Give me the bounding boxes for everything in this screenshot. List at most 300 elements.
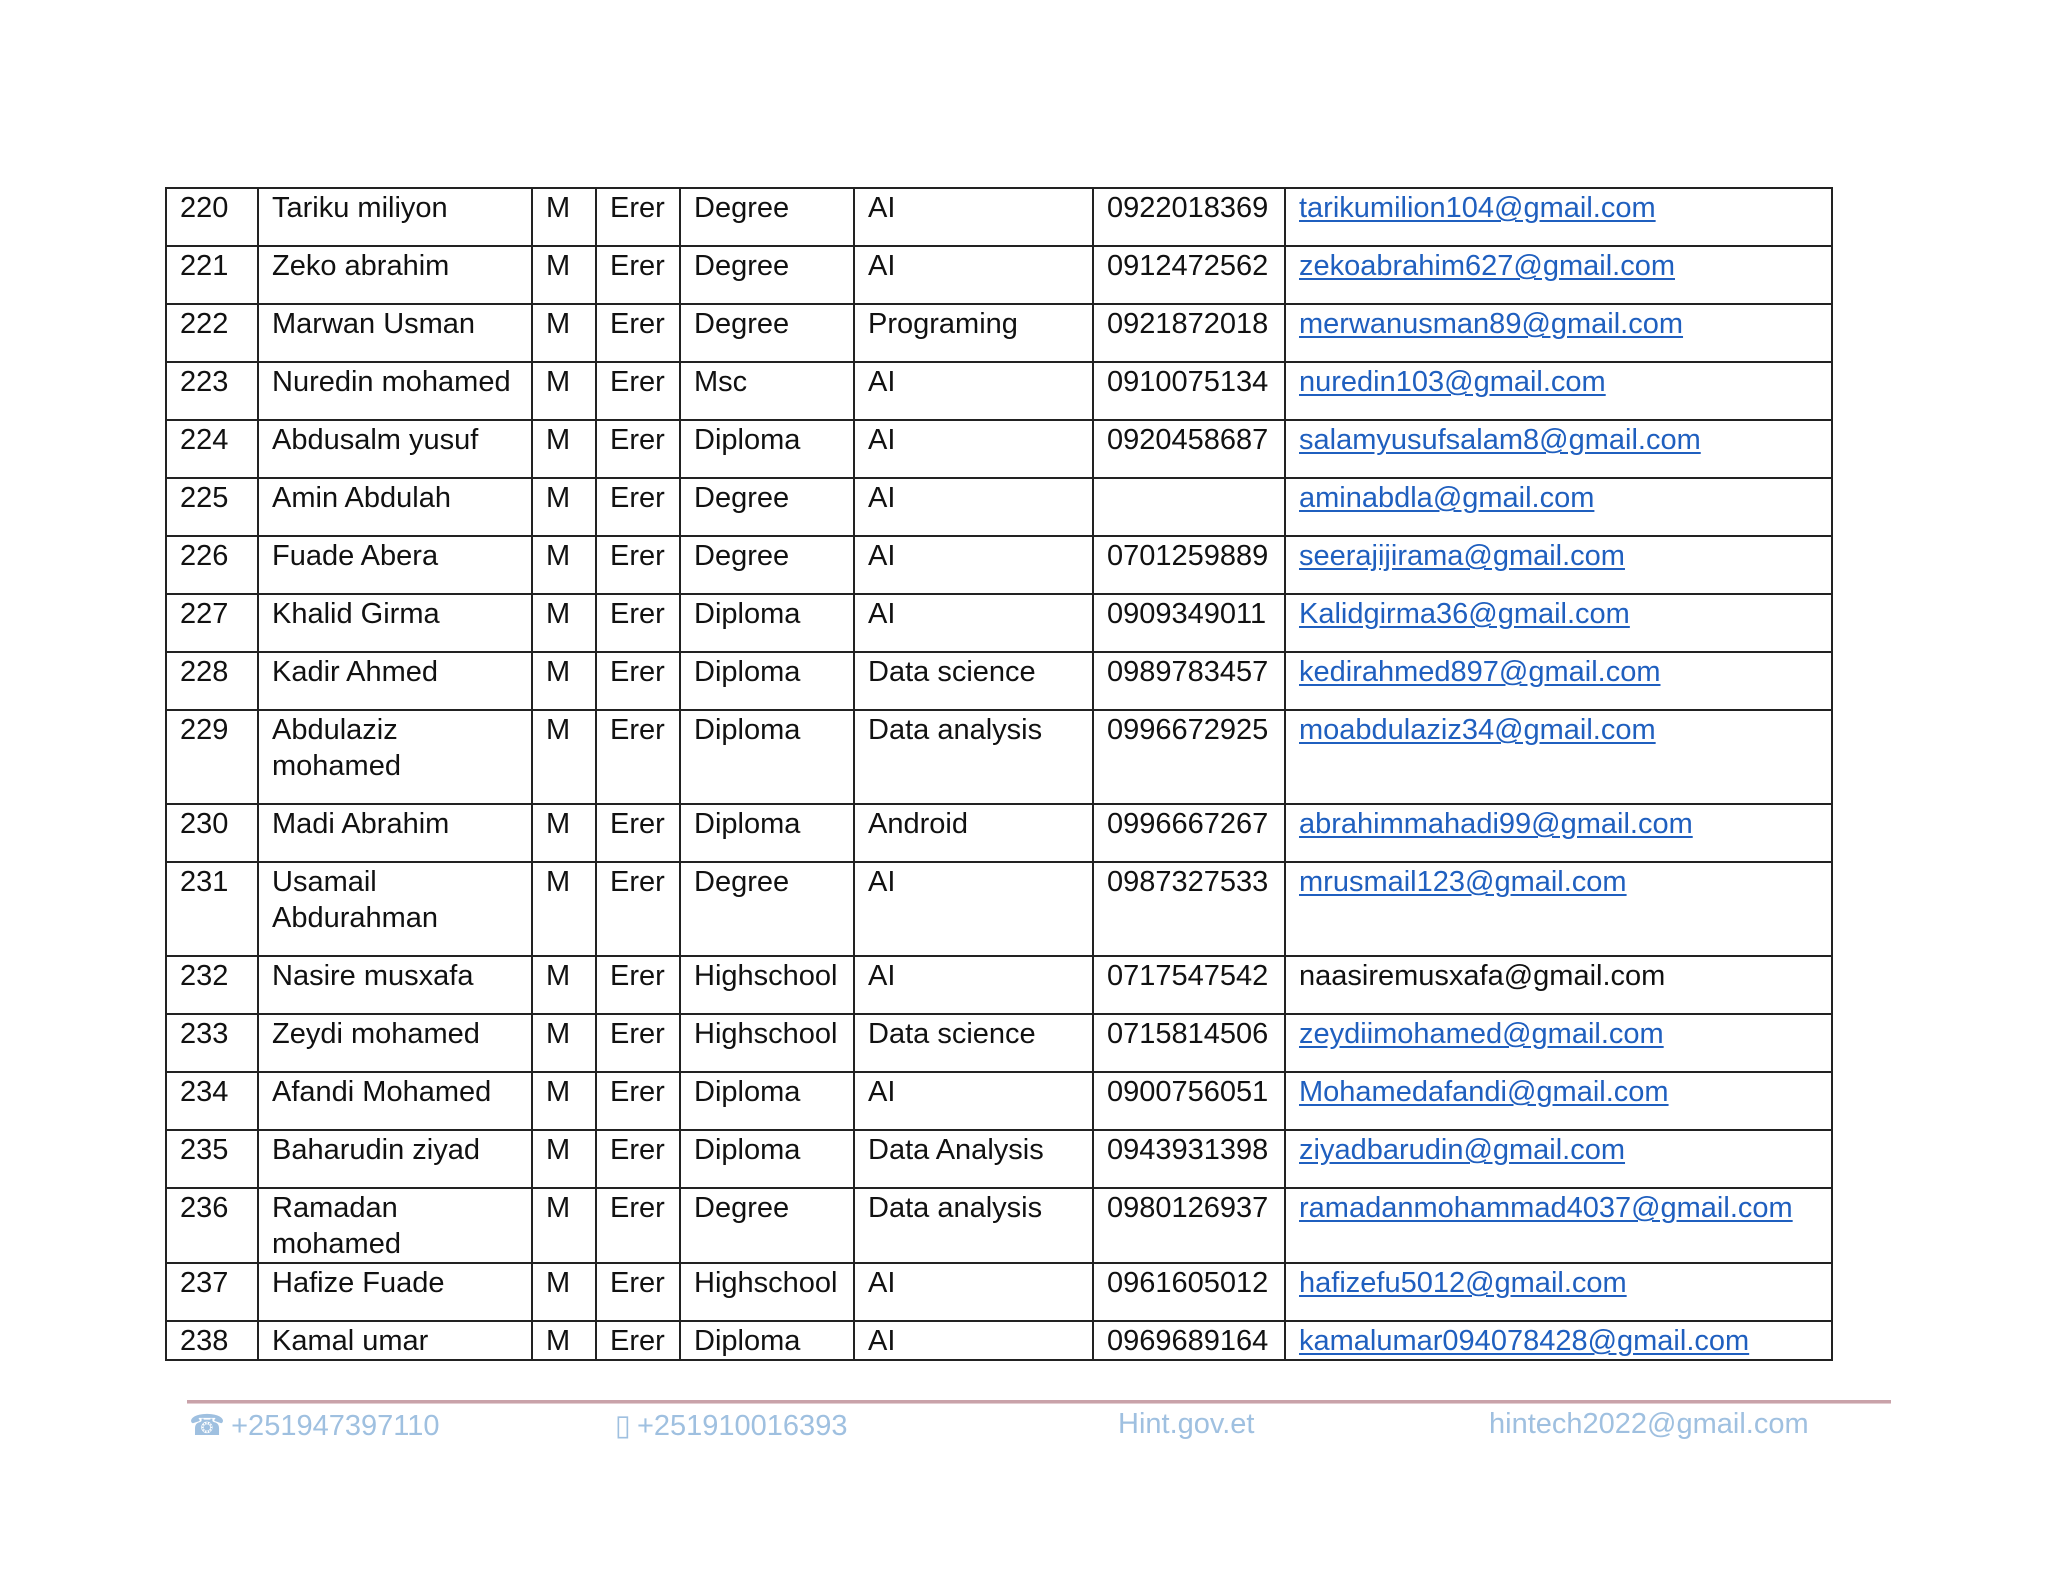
location-cell: [596, 862, 680, 956]
field-cell: [854, 594, 1093, 652]
email-link[interactable]: moabdulaziz34@gmail.com: [1299, 714, 1656, 746]
location-cell: [596, 956, 680, 1014]
location-cell: [596, 362, 680, 420]
field-cell-text: Data science: [868, 656, 1036, 688]
row-number-text: 227: [180, 598, 229, 630]
phone-cell-text: 0987327533: [1107, 866, 1269, 898]
field-cell-text: Android: [868, 808, 968, 840]
trainee-name: [258, 1072, 532, 1130]
table-row: [166, 1321, 1832, 1360]
mobile-phone-icon: ▯: [615, 1410, 631, 1442]
education-cell-text: Msc: [694, 366, 748, 398]
row-number-text: 220: [180, 192, 229, 224]
sex-cell-text: M: [546, 1192, 571, 1224]
sex-cell: [532, 1014, 596, 1072]
sex-cell-text: M: [546, 540, 571, 572]
field-cell-text: AI: [868, 250, 896, 282]
education-cell-text: Degree: [694, 250, 790, 282]
sex-cell: [532, 1321, 596, 1360]
location-cell-text: Erer: [610, 366, 665, 398]
field-cell-text: AI: [868, 482, 896, 514]
phone-cell: [1093, 1130, 1285, 1188]
location-cell-text: Erer: [610, 1192, 665, 1224]
location-cell-text: Erer: [610, 482, 665, 514]
phone-cell: [1093, 246, 1285, 304]
location-cell: [596, 1130, 680, 1188]
sex-cell-text: M: [546, 1325, 571, 1357]
phone-cell-text: 0921872018: [1107, 308, 1269, 340]
phone-cell-text: 0900756051: [1107, 1076, 1269, 1108]
row-number: [166, 188, 258, 246]
footer-email-text: hintech2022@gmail.com: [1489, 1408, 1809, 1440]
footer-email: [1489, 1408, 1809, 1441]
footer-phone-1: [189, 1408, 439, 1443]
email-cell: [1285, 246, 1832, 304]
location-cell-text: Erer: [610, 598, 665, 630]
trainee-name-text: Khalid Girma: [272, 598, 440, 630]
education-cell: [680, 956, 854, 1014]
row-number-text: 223: [180, 366, 229, 398]
phone-cell: [1093, 710, 1285, 804]
field-cell-text: AI: [868, 866, 896, 898]
location-cell: [596, 304, 680, 362]
phone-cell: [1093, 804, 1285, 862]
table-body: [166, 188, 1832, 1360]
field-cell-text: AI: [868, 1325, 896, 1357]
email-link[interactable]: merwanusman89@gmail.com: [1299, 308, 1684, 340]
email-cell: [1285, 536, 1832, 594]
education-cell: [680, 594, 854, 652]
phone-cell: [1093, 362, 1285, 420]
row-number-text: 222: [180, 308, 229, 340]
trainee-name-text: Abdusalm yusuf: [272, 424, 479, 456]
sex-cell-text: M: [546, 960, 571, 992]
education-cell-text: Diploma: [694, 714, 801, 746]
education-cell-text: Degree: [694, 192, 790, 224]
field-cell: [854, 246, 1093, 304]
row-number: [166, 1263, 258, 1321]
row-number: [166, 536, 258, 594]
email-link[interactable]: nuredin103@gmail.com: [1299, 366, 1606, 398]
education-cell-text: Degree: [694, 1192, 790, 1224]
trainee-name: [258, 1321, 532, 1360]
location-cell: [596, 536, 680, 594]
email-link[interactable]: salamyusufsalam8@gmail.com: [1299, 424, 1701, 456]
row-number-text: 224: [180, 424, 229, 456]
email-cell: [1285, 1188, 1832, 1263]
trainee-name-text: Hafize Fuade: [272, 1267, 445, 1299]
field-cell: [854, 1321, 1093, 1360]
email-cell: [1285, 478, 1832, 536]
phone-cell: [1093, 1321, 1285, 1360]
table-row: [166, 1188, 1832, 1263]
phone-cell-text: 0701259889: [1107, 540, 1269, 572]
location-cell: [596, 1263, 680, 1321]
sex-cell-text: M: [546, 308, 571, 340]
education-cell: [680, 246, 854, 304]
footer-phone-1-text: +251947397110: [231, 1410, 440, 1442]
education-cell: [680, 1263, 854, 1321]
education-cell-text: Highschool: [694, 1018, 838, 1050]
sex-cell: [532, 1072, 596, 1130]
trainee-name-text: Amin Abdulah: [272, 482, 451, 514]
email-cell: [1285, 362, 1832, 420]
sex-cell: [532, 956, 596, 1014]
sex-cell-text: M: [546, 192, 571, 224]
education-cell: [680, 362, 854, 420]
row-number-text: 231: [180, 866, 229, 898]
location-cell-text: Erer: [610, 808, 665, 840]
table-row: [166, 246, 1832, 304]
phone-cell-text: 0715814506: [1107, 1018, 1269, 1050]
email-link[interactable]: ziyadbarudin@gmail.com: [1299, 1134, 1626, 1166]
row-number-text: 230: [180, 808, 229, 840]
phone-cell: [1093, 862, 1285, 956]
field-cell: [854, 304, 1093, 362]
telephone-icon: ☎: [189, 1410, 226, 1442]
email-link[interactable]: seerajijirama@gmail.com: [1299, 540, 1625, 572]
trainee-name-text: Kadir Ahmed: [272, 656, 439, 688]
email-link[interactable]: aminabdla@gmail.com: [1299, 482, 1595, 514]
sex-cell: [532, 478, 596, 536]
location-cell-text: Erer: [610, 424, 665, 456]
row-number: [166, 862, 258, 956]
row-number: [166, 710, 258, 804]
trainee-name-text: Marwan Usman: [272, 308, 476, 340]
sex-cell: [532, 304, 596, 362]
row-number: [166, 246, 258, 304]
field-cell: [854, 1072, 1093, 1130]
sex-cell: [532, 804, 596, 862]
email-cell: [1285, 862, 1832, 956]
trainee-name: [258, 420, 532, 478]
phone-cell-text: 0980126937: [1107, 1192, 1269, 1224]
email-link[interactable]: ramadanmohammad4037@gmail.com: [1299, 1192, 1793, 1224]
row-number-text: 232: [180, 960, 229, 992]
sex-cell: [532, 710, 596, 804]
sex-cell-text: M: [546, 366, 571, 398]
footer-divider: [187, 1400, 1891, 1404]
row-number: [166, 362, 258, 420]
field-cell-text: Data Analysis: [868, 1134, 1044, 1166]
sex-cell: [532, 594, 596, 652]
email-text: naasiremusxafa@gmail.com: [1299, 960, 1666, 992]
trainee-name: [258, 594, 532, 652]
row-number: [166, 420, 258, 478]
phone-cell-text: 0910075134: [1107, 366, 1269, 398]
email-link[interactable]: tarikumilion104@gmail.com: [1299, 192, 1656, 224]
phone-cell-text: 0996667267: [1107, 808, 1269, 840]
table-row: [166, 956, 1832, 1014]
email-cell: [1285, 956, 1832, 1014]
row-number-text: 233: [180, 1018, 229, 1050]
table-row: [166, 1072, 1832, 1130]
education-cell: [680, 1014, 854, 1072]
phone-cell: [1093, 188, 1285, 246]
phone-cell: [1093, 652, 1285, 710]
row-number: [166, 1014, 258, 1072]
row-number-text: 238: [180, 1325, 229, 1357]
field-cell-text: Data analysis: [868, 714, 1043, 746]
sex-cell: [532, 246, 596, 304]
education-cell: [680, 652, 854, 710]
location-cell-text: Erer: [610, 1076, 665, 1108]
education-cell: [680, 804, 854, 862]
sex-cell: [532, 420, 596, 478]
table-row: [166, 594, 1832, 652]
education-cell-text: Degree: [694, 866, 790, 898]
page-footer: [0, 1408, 2048, 1448]
education-cell: [680, 536, 854, 594]
sex-cell-text: M: [546, 250, 571, 282]
location-cell: [596, 1072, 680, 1130]
email-link[interactable]: mrusmail123@gmail.com: [1299, 866, 1627, 898]
row-number-text: 226: [180, 540, 229, 572]
field-cell-text: AI: [868, 598, 896, 630]
education-cell-text: Diploma: [694, 808, 801, 840]
table-row: [166, 536, 1832, 594]
field-cell-text: AI: [868, 424, 896, 456]
sex-cell-text: M: [546, 866, 571, 898]
location-cell: [596, 420, 680, 478]
location-cell-text: Erer: [610, 192, 665, 224]
phone-cell: [1093, 1014, 1285, 1072]
footer-website: [1118, 1408, 1254, 1441]
email-cell: [1285, 1321, 1832, 1360]
phone-cell-text: 0943931398: [1107, 1134, 1269, 1166]
education-cell-text: Highschool: [694, 1267, 838, 1299]
phone-cell: [1093, 536, 1285, 594]
trainee-name-text: Afandi Mohamed: [272, 1076, 492, 1108]
education-cell: [680, 1321, 854, 1360]
trainee-name-text: Abdulaziz mohamed: [272, 714, 401, 782]
email-link[interactable]: kedirahmed897@gmail.com: [1299, 656, 1661, 688]
phone-cell: [1093, 1072, 1285, 1130]
phone-cell-text: 0909349011: [1107, 598, 1267, 630]
table-row: [166, 862, 1832, 956]
location-cell: [596, 594, 680, 652]
sex-cell: [532, 536, 596, 594]
email-cell: [1285, 594, 1832, 652]
table-row: [166, 652, 1832, 710]
location-cell: [596, 804, 680, 862]
table-row: [166, 478, 1832, 536]
trainee-name: [258, 862, 532, 956]
education-cell: [680, 1072, 854, 1130]
row-number: [166, 594, 258, 652]
sex-cell-text: M: [546, 808, 571, 840]
location-cell: [596, 1321, 680, 1360]
table-row: [166, 710, 1832, 804]
education-cell-text: Diploma: [694, 1076, 801, 1108]
sex-cell-text: M: [546, 1267, 571, 1299]
trainee-name-text: Madi Abrahim: [272, 808, 450, 840]
sex-cell-text: M: [546, 1018, 571, 1050]
phone-cell: [1093, 478, 1285, 536]
sex-cell: [532, 1263, 596, 1321]
phone-cell-text: 0717547542: [1107, 960, 1269, 992]
table-row: [166, 188, 1832, 246]
trainee-name-text: Fuade Abera: [272, 540, 439, 572]
sex-cell-text: M: [546, 1076, 571, 1108]
field-cell: [854, 536, 1093, 594]
row-number: [166, 1188, 258, 1263]
field-cell-text: AI: [868, 192, 896, 224]
field-cell: [854, 804, 1093, 862]
location-cell-text: Erer: [610, 960, 665, 992]
education-cell: [680, 1188, 854, 1263]
field-cell: [854, 862, 1093, 956]
field-cell-text: Data science: [868, 1018, 1036, 1050]
row-number-text: 235: [180, 1134, 229, 1166]
trainee-name: [258, 246, 532, 304]
email-link[interactable]: kamalumar094078428@gmail.com: [1299, 1325, 1750, 1357]
location-cell: [596, 246, 680, 304]
education-cell-text: Highschool: [694, 960, 838, 992]
education-cell-text: Diploma: [694, 1134, 801, 1166]
sex-cell: [532, 188, 596, 246]
trainee-name-text: Nasire musxafa: [272, 960, 474, 992]
trainee-name: [258, 1188, 532, 1263]
field-cell-text: AI: [868, 366, 896, 398]
trainee-name: [258, 188, 532, 246]
table-row: [166, 1130, 1832, 1188]
trainee-name: [258, 652, 532, 710]
phone-cell: [1093, 1263, 1285, 1321]
education-cell: [680, 862, 854, 956]
phone-cell-text: 0996672925: [1107, 714, 1269, 746]
sex-cell-text: M: [546, 482, 571, 514]
sex-cell: [532, 862, 596, 956]
field-cell-text: Data analysis: [868, 1192, 1043, 1224]
row-number-text: 236: [180, 1192, 229, 1224]
email-link[interactable]: hafizefu5012@gmail.com: [1299, 1267, 1627, 1299]
location-cell: [596, 478, 680, 536]
education-cell-text: Diploma: [694, 656, 801, 688]
trainee-name-text: Ramadan mohamed: [272, 1192, 401, 1260]
footer-website-text: Hint.gov.et: [1118, 1408, 1255, 1440]
sex-cell: [532, 1188, 596, 1263]
email-link[interactable]: Kalidgirma36@gmail.com: [1299, 598, 1630, 630]
footer-phone-2-text: +251910016393: [636, 1410, 848, 1442]
email-cell: [1285, 710, 1832, 804]
education-cell-text: Diploma: [694, 424, 801, 456]
row-number-text: 237: [180, 1267, 229, 1299]
field-cell: [854, 1130, 1093, 1188]
phone-cell-text: 0920458687: [1107, 424, 1269, 456]
field-cell: [854, 956, 1093, 1014]
field-cell: [854, 478, 1093, 536]
phone-cell-text: 0922018369: [1107, 192, 1269, 224]
field-cell: [854, 1188, 1093, 1263]
phone-cell-text: 0969689164: [1107, 1325, 1269, 1357]
trainee-name: [258, 710, 532, 804]
email-cell: [1285, 304, 1832, 362]
education-cell: [680, 304, 854, 362]
row-number: [166, 956, 258, 1014]
location-cell: [596, 188, 680, 246]
trainee-name: [258, 1014, 532, 1072]
email-link[interactable]: abrahimmahadi99@gmail.com: [1299, 808, 1693, 840]
row-number: [166, 804, 258, 862]
field-cell: [854, 1263, 1093, 1321]
row-number-text: 225: [180, 482, 229, 514]
field-cell-text: AI: [868, 1267, 896, 1299]
education-cell: [680, 188, 854, 246]
trainee-name: [258, 478, 532, 536]
phone-cell-text: 0912472562: [1107, 250, 1269, 282]
row-number: [166, 304, 258, 362]
trainee-name: [258, 804, 532, 862]
email-cell: [1285, 1072, 1832, 1130]
sex-cell: [532, 652, 596, 710]
field-cell: [854, 652, 1093, 710]
location-cell-text: Erer: [610, 1325, 665, 1357]
education-cell: [680, 1130, 854, 1188]
email-link[interactable]: zeydiimohamed@gmail.com: [1299, 1018, 1664, 1050]
trainee-name: [258, 1130, 532, 1188]
location-cell: [596, 1188, 680, 1263]
field-cell: [854, 362, 1093, 420]
table-row: [166, 1014, 1832, 1072]
phone-cell: [1093, 594, 1285, 652]
email-cell: [1285, 1014, 1832, 1072]
email-link[interactable]: Mohamedafandi@gmail.com: [1299, 1076, 1669, 1108]
education-cell: [680, 710, 854, 804]
location-cell: [596, 652, 680, 710]
row-number-text: 229: [180, 714, 229, 746]
sex-cell: [532, 362, 596, 420]
education-cell: [680, 478, 854, 536]
email-cell: [1285, 1130, 1832, 1188]
row-number: [166, 652, 258, 710]
table-row: [166, 304, 1832, 362]
email-cell: [1285, 1263, 1832, 1321]
location-cell-text: Erer: [610, 714, 665, 746]
location-cell-text: Erer: [610, 250, 665, 282]
location-cell-text: Erer: [610, 1018, 665, 1050]
trainee-name: [258, 304, 532, 362]
field-cell: [854, 420, 1093, 478]
row-number-text: 221: [180, 250, 229, 282]
row-number-text: 228: [180, 656, 229, 688]
location-cell: [596, 1014, 680, 1072]
trainee-name: [258, 536, 532, 594]
trainee-name: [258, 1263, 532, 1321]
education-cell-text: Diploma: [694, 598, 801, 630]
location-cell-text: Erer: [610, 540, 665, 572]
education-cell-text: Degree: [694, 482, 790, 514]
location-cell-text: Erer: [610, 656, 665, 688]
trainee-name-text: Zeydi mohamed: [272, 1018, 480, 1050]
education-cell-text: Degree: [694, 540, 790, 572]
trainee-table: [165, 187, 1833, 1361]
email-link[interactable]: zekoabrahim627@gmail.com: [1299, 250, 1675, 282]
field-cell: [854, 188, 1093, 246]
email-cell: [1285, 804, 1832, 862]
trainee-name: [258, 362, 532, 420]
email-cell: [1285, 420, 1832, 478]
field-cell: [854, 710, 1093, 804]
trainee-name-text: Kamal umar: [272, 1325, 429, 1357]
row-number: [166, 1321, 258, 1360]
table-row: [166, 362, 1832, 420]
phone-cell-text: 0961605012: [1107, 1267, 1269, 1299]
trainee-name-text: Tariku miliyon: [272, 192, 448, 224]
row-number: [166, 1130, 258, 1188]
sex-cell-text: M: [546, 656, 571, 688]
trainee-name-text: Usamail Abdurahman: [272, 866, 439, 934]
